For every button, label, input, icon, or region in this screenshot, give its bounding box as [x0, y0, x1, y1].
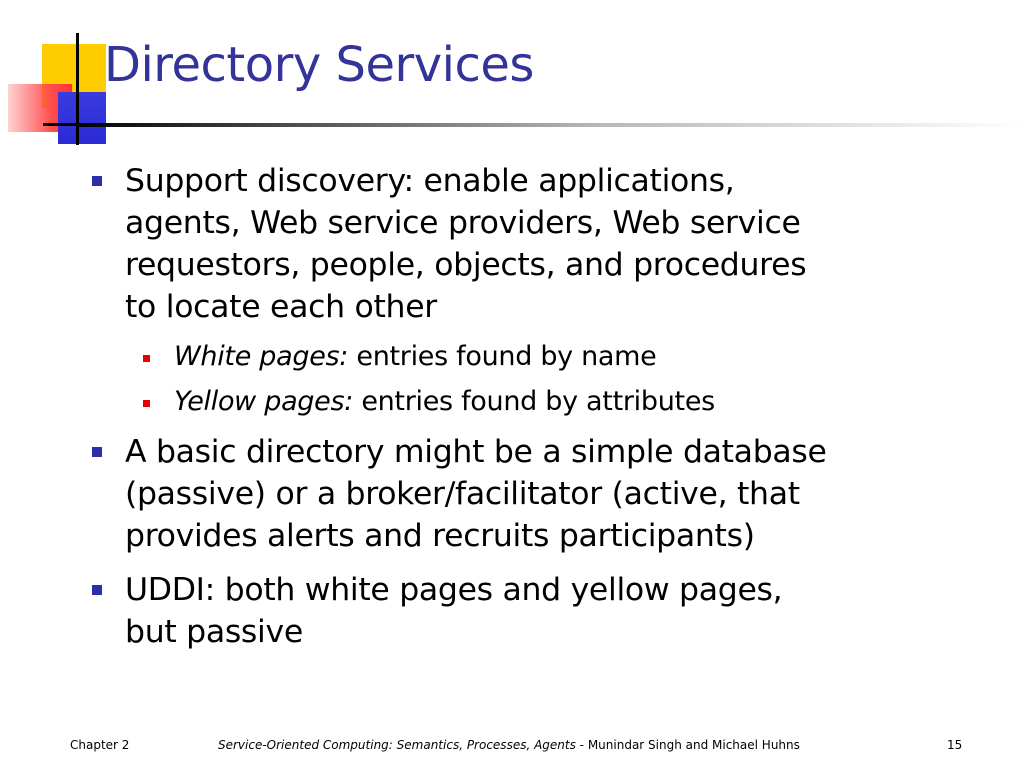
footer-credit [218, 738, 800, 752]
slide-title: Directory Services [104, 37, 534, 93]
title-underline-rule [76, 123, 1024, 127]
bullet-item-basic-directory [125, 431, 935, 557]
bullet-text-line: agents, Web service providers, Web service [125, 205, 801, 241]
bullet-text-line: provides alerts and recruits participants) [125, 518, 755, 554]
logo-vertical-line [76, 33, 79, 145]
footer-authors: - Munindar Singh and Michael Huhns [575, 738, 800, 752]
bullet-text-line: to locate each other [125, 289, 437, 325]
bullet-text-line: Support discovery: enable applications, [125, 163, 735, 199]
sub-bullet-text: entries found by name [348, 341, 657, 372]
square-bullet-icon [143, 355, 150, 362]
bullet-text-line: but passive [125, 614, 303, 650]
footer-book-title: Service-Oriented Computing: Semantics, Processes, Agents [218, 738, 576, 752]
footer-chapter: Chapter 2 [70, 738, 130, 752]
square-bullet-icon [92, 585, 102, 595]
logo-blue-square [58, 92, 106, 144]
bullet-item-uddi [125, 569, 935, 653]
bullet-text-line: A basic directory might be a simple database [125, 434, 827, 470]
footer-page-number: 15 [947, 738, 963, 752]
square-bullet-icon [143, 400, 150, 407]
bullet-text-line: UDDI: both white pages and yellow pages, [125, 572, 783, 608]
sub-bullet-term: Yellow pages: [174, 386, 354, 417]
sub-bullet-yellow-pages [174, 384, 934, 420]
sub-bullet-white-pages [174, 339, 934, 375]
slide-footer [0, 738, 1024, 758]
bullet-text-line: (passive) or a broker/facilitator (active, that [125, 476, 800, 512]
square-bullet-icon [92, 447, 102, 457]
bullet-item-support-discovery [125, 160, 935, 328]
bullet-text-line: requestors, people, objects, and procedures [125, 247, 807, 283]
square-bullet-icon [92, 176, 102, 186]
sub-bullet-text: entries found by attributes [353, 386, 715, 417]
sub-bullet-term: White pages: [174, 341, 349, 372]
